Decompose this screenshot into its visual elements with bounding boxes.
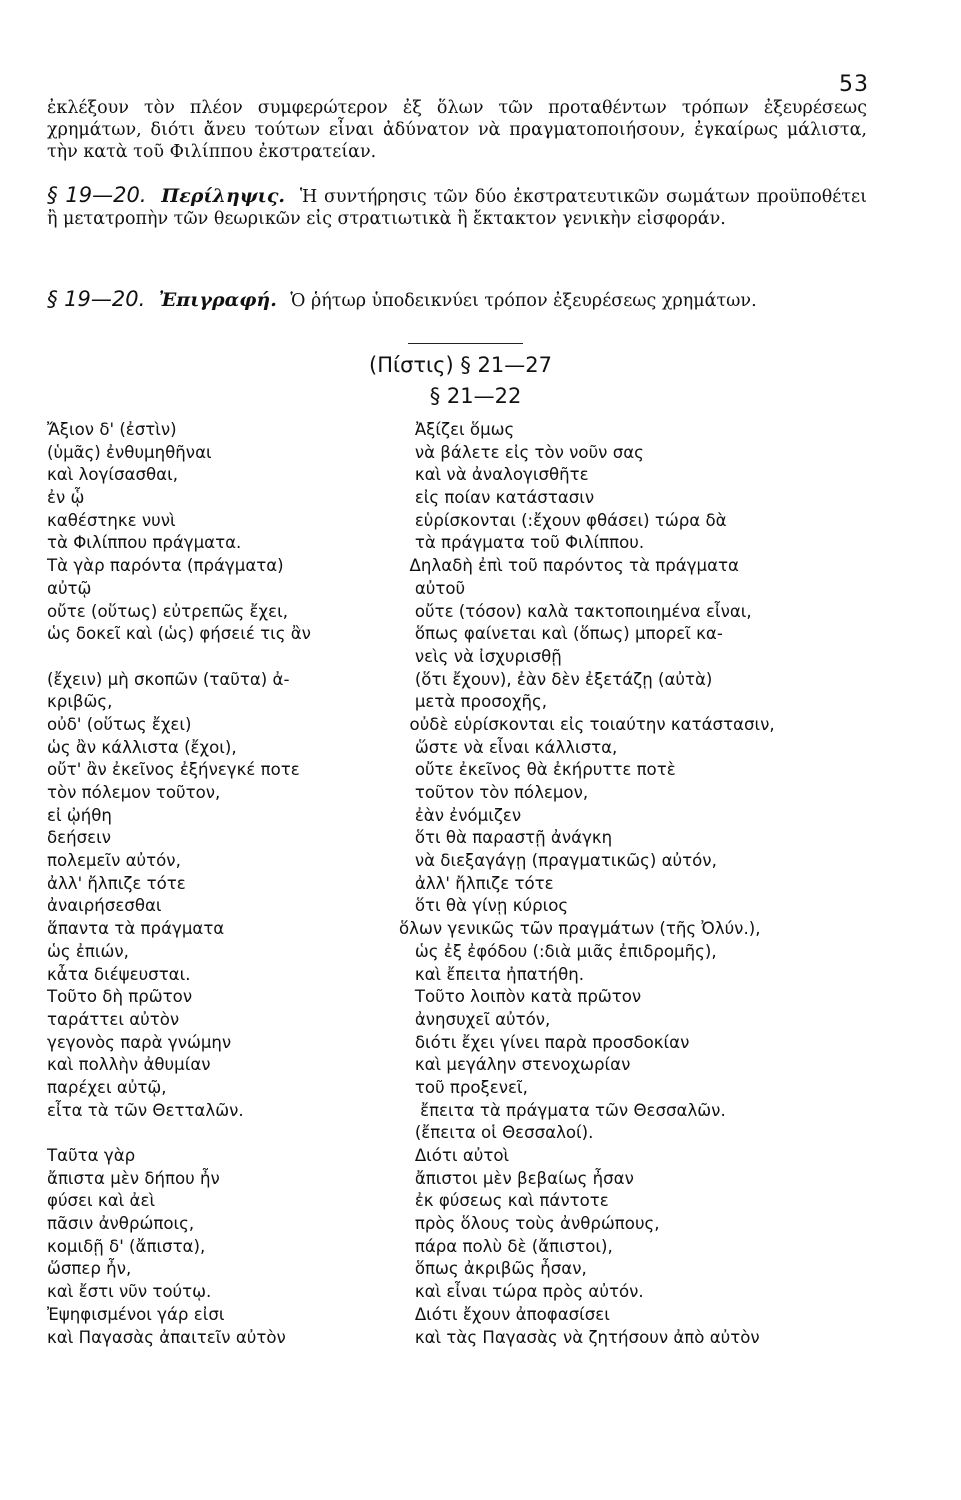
translation-line: νεὶς νὰ ἰσχυρισθῇ [399,646,562,666]
original-line: κομιδῇ δ' (ἄπιστα), [47,1236,206,1256]
translation-line: ὅπως ἀκριβῶς ἦσαν, [399,1259,587,1279]
greek-original-column [47,419,407,1349]
original-line [47,646,407,669]
translation-line: αὐτοῦ [399,578,466,598]
original-line: ὥσπερ ἦν, [47,1259,132,1279]
original-line: τὸν πόλεμον τοῦτον, [47,783,221,802]
original-line: καὶ ἔστι νῦν τούτῳ. [47,1282,212,1302]
original-line: ἀλλ' ἤλπιζε τότε [47,873,186,893]
translation-line: ὅπως φαίνεται καὶ (ὅπως) μπορεῖ κα- [399,624,723,644]
translation-line: ὥστε νὰ εἶναι κάλλιστα, [399,737,618,757]
modern-translation-column [399,419,869,1349]
original-line: ἄπιστα μὲν δήπου ἦν [47,1168,220,1188]
translation-line: ἐὰν ἐνόμιζεν [399,805,522,825]
translation-line: πρὸς ὅλους τοὺς ἀνθρώπους, [399,1214,660,1234]
translation-line: τὰ πράγματα τοῦ Φιλίππου. [399,533,645,553]
translation-line: Διότι ἔχουν ἀποφασίσει [399,1304,610,1324]
original-line: κριβῶς, [47,692,113,712]
translation-line: ἐκ φύσεως καὶ πάντοτε [399,1191,609,1211]
original-line: οὐδ' (οὕτως ἔχει) [47,714,192,734]
original-line: ὡς δοκεῖ καὶ (ὡς) φήσειέ τις ἂν [47,624,311,644]
summary-paragraph [47,184,867,230]
original-line: καὶ Παγασὰς ἀπαιτεῖν αὐτὸν [47,1327,286,1347]
translation-line: οὐδὲ εὑρίσκονται εἰς τοιαύτην κατάστασιν, [399,714,775,734]
inscription-text: Ὁ ῥήτωρ ὑποδεικνύει τρόπον ἐξευρέσεως χρημάτων. [290,291,757,311]
translation-line: καὶ εἶναι τώρα πρὸς αὐτόν. [399,1282,644,1302]
original-line: πολεμεῖν αὐτόν, [47,851,181,871]
page-number: 53 [839,72,869,97]
translation-line: πάρα πολὺ δὲ (ἄπιστοι), [399,1236,613,1256]
original-line: οὔτε (οὕτως) εὐτρεπῶς ἔχει, [47,601,288,621]
original-line: ὡς ἐπιών, [47,941,129,961]
translation-line: (ἔπειτα οἱ Θεσσαλοί). [399,1123,594,1143]
translation-line: Ἀξίζει ὅμως [399,420,515,439]
original-line: δεήσειν [47,828,112,848]
translation-line: καὶ μεγάλην στενοχωρίαν [399,1055,631,1075]
original-line: Τὰ γὰρ παρόντα (πράγματα) [47,556,284,576]
original-line: καὶ λογίσασθαι, [47,465,178,485]
original-line: ὡς ἂν κάλλιστα (ἔχοι), [47,737,237,757]
translation-line: Δηλαδὴ ἐπὶ τοῦ παρόντος τὰ πράγματα [399,556,739,576]
original-line: καθέστηκε νυνὶ [47,510,176,530]
translation-line: ὅλων γενικῶς τῶν πραγμάτων (τῆς Ὀλύν.), [399,919,761,939]
translation-line: διότι ἔχει γίνει παρὰ προσδοκίαν [399,1032,690,1052]
translation-line: ἔπειτα τὰ πράγματα τῶν Θεσσαλῶν. [399,1100,726,1120]
translation-line: καὶ νὰ ἀναλογισθῆτε [399,465,589,485]
translation-line: οὔτε ἐκεῖνος θὰ ἐκήρυττε ποτὲ [399,760,676,780]
translation-line: ἀνησυχεῖ αὐτόν, [399,1009,551,1029]
original-line [47,1122,407,1145]
translation-line: εὑρίσκονται (:ἔχουν φθάσει) τώρα δὰ [399,510,727,530]
translation-line: εἰς ποίαν κατάστασιν [399,488,595,508]
original-line: εἰ ᾠήθη [47,805,112,825]
original-line: οὔτ' ἂν ἐκεῖνος ἐξήνεγκέ ποτε [47,760,300,780]
translation-line: ἀλλ' ἤλπιζε τότε [399,873,554,893]
translation-line: ὅτι θὰ παραστῇ ἀνάγκη [399,828,613,848]
original-line: παρέχει αὐτῷ, [47,1077,167,1097]
translation-line: (ὅτι ἔχουν), ἐὰν δὲν ἐξετάζῃ (αὐτὰ) [399,669,713,689]
section-divider [408,343,523,344]
section-marker: § 19—20. [47,287,146,311]
translation-line: ἄπιστοι μὲν βεβαίως ἦσαν [399,1168,634,1188]
translation-line: ὡς ἐξ ἐφόδου (:διὰ μιᾶς ἐπιδρομῆς), [399,941,717,961]
translation-line: Διότι αὐτοὶ [399,1146,510,1165]
original-line: Τοῦτο δὴ πρῶτον [47,987,193,1007]
original-line: φύσει καὶ ἀεὶ [47,1191,156,1211]
part-title: (Πίστις) § 21—27 [369,353,552,377]
translation-line: καὶ ἔπειτα ἠπατήθη. [399,964,585,984]
original-line: ἀναιρήσεσθαι [47,896,162,916]
intro-paragraph: ἐκλέξουν τὸν πλέον συμφερώτερον ἐξ ὅλων τῶν προταθέντων τρόπων ἐξευρέσεως χρημάτων, διότι ἄνευ τούτων εἶναι ἀδύνατον νὰ πραγματοποιήσουν, ἐγκαίρως μάλιστα, τὴν κατὰ τοῦ Φιλίππου ἐκστρατείαν. [47,98,867,162]
original-line: Ἄξιον δ' (ἐστὶν) [47,420,177,439]
translation-line: νὰ βάλετε εἰς τὸν νοῦν σας [399,442,644,462]
original-line: γεγονὸς παρὰ γνώμην [47,1032,232,1052]
original-line: τὰ Φιλίππου πράγματα. [47,533,242,553]
inscription-paragraph [47,288,867,312]
summary-heading: Περίληψις. [161,185,286,207]
original-line: εἶτα τὰ τῶν Θετταλῶν. [47,1100,244,1120]
original-line: ἐν ᾧ [47,488,85,508]
original-line: (ἔχειν) μὴ σκοπῶν (ταῦτα) ἀ- [47,669,290,689]
original-line: αὐτῷ [47,578,92,598]
original-line: ἅπαντα τὰ πράγματα [47,919,225,939]
section-marker: § 19—20. [47,183,147,207]
subsection-title: § 21—22 [429,384,522,408]
original-line: Ἐψηφισμένοι γάρ εἰσι [47,1304,225,1324]
translation-line: τοῦτον τὸν πόλεμον, [399,783,589,802]
translation-line: καὶ τὰς Παγασὰς νὰ ζητήσουν ἀπὸ αὐτὸν [399,1327,760,1347]
original-line: (ὑμᾶς) ἐνθυμηθῆναι [47,442,212,462]
original-line: Ταῦτα γὰρ [47,1146,136,1165]
translation-line: Τοῦτο λοιπὸν κατὰ πρῶτον [399,987,642,1007]
translation-line: οὔτε (τόσον) καλὰ τακτοποιημένα εἶναι, [399,601,752,621]
translation-line: ὅτι θὰ γίνῃ κύριος [399,896,569,916]
translation-line: νὰ διεξαγάγῃ (πραγματικῶς) αὐτόν, [399,851,717,871]
summary-text: Ἡ συντήρησις τῶν δύο ἐκστρατευτικῶν σωμάτων προϋποθέτει ἢ μετατροπὴν τῶν θεωρικῶν εἰς στρατιωτικὰ ἢ ἔκτακτον γενικὴν εἰσφοράν. [47,187,867,229]
translation-line: τοῦ προξενεῖ, [399,1077,528,1097]
inscription-heading: Ἐπιγραφή. [158,289,277,311]
original-line: πᾶσιν ἀνθρώποις, [47,1214,195,1234]
original-line: καὶ πολλὴν ἀθυμίαν [47,1055,211,1075]
original-line: κἆτα διέψευσται. [47,964,191,984]
original-line: ταράττει αὐτὸν [47,1009,180,1029]
translation-line: μετὰ προσοχῆς, [399,692,548,712]
